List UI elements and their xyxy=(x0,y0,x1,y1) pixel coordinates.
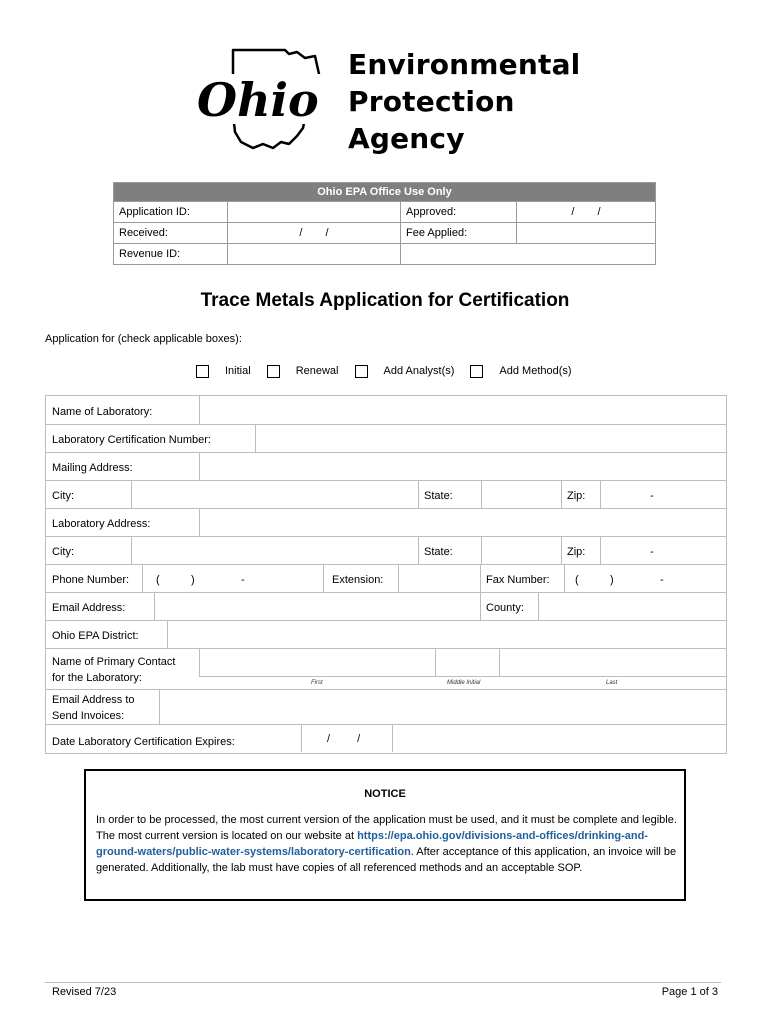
checkbox-renewal[interactable] xyxy=(267,365,280,378)
fax-field[interactable] xyxy=(564,564,727,592)
form-row-lab-city xyxy=(46,536,726,565)
notice-body xyxy=(96,812,681,876)
form-row-lab-name xyxy=(46,396,726,425)
district-label: Ohio EPA District: xyxy=(52,630,139,642)
lab-zip-field[interactable] xyxy=(600,536,727,564)
received-date-field[interactable]: / / xyxy=(228,223,401,244)
county-label: County: xyxy=(486,602,524,614)
office-use-table xyxy=(113,182,656,265)
office-use-title: Ohio EPA Office Use Only xyxy=(114,183,656,202)
form-row-email xyxy=(46,592,726,621)
lab-city-label: City: xyxy=(52,546,74,558)
lab-name-field[interactable] xyxy=(199,396,727,424)
page-number: Page 1 of 3 xyxy=(661,986,718,998)
expires-date-slashes: / / xyxy=(327,733,361,745)
contact-middle-field[interactable] xyxy=(435,648,500,677)
checkbox-add-method-label: Add Method(s) xyxy=(499,365,572,377)
lab-city-field[interactable] xyxy=(131,536,419,564)
form-row-primary-contact xyxy=(46,648,726,690)
logo-text: Ohio xyxy=(197,73,319,127)
footer-divider xyxy=(45,982,721,983)
county-field[interactable] xyxy=(538,592,727,620)
application-type-checkboxes xyxy=(196,363,588,379)
zip-dash: - xyxy=(650,490,654,502)
fax-paren-close: ) xyxy=(610,574,614,586)
fee-applied-field[interactable] xyxy=(517,223,656,244)
fee-applied-label: Fee Applied: xyxy=(401,223,517,244)
checkbox-add-method[interactable] xyxy=(470,365,483,378)
last-caption: Last xyxy=(606,680,618,686)
received-label: Received: xyxy=(114,223,228,244)
lab-info-form xyxy=(45,395,727,754)
agency-name xyxy=(348,46,580,157)
approved-date-field[interactable]: / / xyxy=(517,202,656,223)
agency-line-1: Environmental xyxy=(348,48,581,81)
notice-text-before: In order to be processed, the most current version of the application must be used, and it must be complete and legible. The most current version is located on our website at xyxy=(96,814,677,842)
form-row-mailing-address xyxy=(46,452,726,481)
cert-number-field[interactable] xyxy=(255,424,727,452)
invoice-email-label-1: Email Address to xyxy=(52,694,135,706)
lab-zip-dash: - xyxy=(650,546,654,558)
mailing-state-field[interactable] xyxy=(481,480,562,508)
middle-caption: Middle Initial xyxy=(447,680,481,686)
revision-label: Revised 7/23 xyxy=(52,986,117,998)
lab-zip-label: Zip: xyxy=(567,546,586,558)
agency-line-3: Agency xyxy=(348,122,465,155)
revenue-id-field[interactable] xyxy=(228,244,401,265)
form-row-invoice-email xyxy=(46,689,726,725)
invoice-email-label-2: Send Invoices: xyxy=(52,710,125,722)
phone-paren-close: ) xyxy=(191,574,195,586)
checkbox-add-analyst[interactable] xyxy=(355,365,368,378)
lab-address-label: Laboratory Address: xyxy=(52,518,151,530)
form-row-cert-number xyxy=(46,424,726,453)
extension-label: Extension: xyxy=(332,574,384,586)
approved-label: Approved: xyxy=(401,202,517,223)
email-label: Email Address: xyxy=(52,602,126,614)
lab-state-field[interactable] xyxy=(481,536,562,564)
notice-box xyxy=(84,769,686,901)
city-label: City: xyxy=(52,490,74,502)
checkbox-initial[interactable] xyxy=(196,365,209,378)
invoice-email-field[interactable] xyxy=(159,689,727,724)
district-field[interactable] xyxy=(167,620,727,648)
mailing-address-field[interactable] xyxy=(199,452,727,480)
fax-paren-open: ( xyxy=(575,574,579,586)
lab-state-label: State: xyxy=(424,546,453,558)
phone-dash: - xyxy=(241,574,245,586)
expires-label: Date Laboratory Certification Expires: xyxy=(52,736,235,748)
revenue-id-label: Revenue ID: xyxy=(114,244,228,265)
checkbox-initial-label: Initial xyxy=(225,365,251,377)
lab-name-label: Name of Laboratory: xyxy=(52,406,153,418)
contact-first-field[interactable] xyxy=(199,648,436,677)
form-row-lab-address xyxy=(46,508,726,537)
check-intro: Application for (check applicable boxes): xyxy=(45,333,242,345)
first-caption: First xyxy=(311,680,323,686)
zip-label: Zip: xyxy=(567,490,586,502)
extension-field[interactable] xyxy=(398,564,481,592)
form-row-mailing-city xyxy=(46,480,726,509)
lab-address-field[interactable] xyxy=(199,508,727,536)
fax-dash: - xyxy=(660,574,664,586)
mailing-zip-field[interactable] xyxy=(600,480,727,508)
form-row-expires xyxy=(46,724,726,752)
application-id-field[interactable] xyxy=(228,202,401,223)
primary-contact-label-2: for the Laboratory: xyxy=(52,672,142,684)
contact-last-field[interactable] xyxy=(499,648,727,677)
primary-contact-label-1: Name of Primary Contact xyxy=(52,656,176,668)
notice-title: NOTICE xyxy=(364,788,406,800)
mailing-city-field[interactable] xyxy=(131,480,419,508)
checkbox-add-analyst-label: Add Analyst(s) xyxy=(383,365,455,377)
page-title: Trace Metals Application for Certification xyxy=(200,290,570,311)
mailing-address-label: Mailing Address: xyxy=(52,462,133,474)
state-label: State: xyxy=(424,490,453,502)
agency-line-2: Protection xyxy=(348,85,515,118)
form-row-district xyxy=(46,620,726,649)
form-row-phone xyxy=(46,564,726,593)
notice-text-after: . After acceptance of this application, an invoice will be generated. Additionally, the lab must have copies of all referenced methods and an acceptable SOP. xyxy=(96,846,677,874)
fax-label: Fax Number: xyxy=(486,574,550,586)
phone-paren-open: ( xyxy=(156,574,160,586)
ohio-logo-icon xyxy=(193,44,328,154)
lab-certification-link[interactable]: https://epa.ohio.gov/divisions-and-offices/drinking-and-ground-waters/public-water-systems/laboratory-certification xyxy=(96,830,648,858)
checkbox-renewal-label: Renewal xyxy=(295,365,339,377)
application-id-label: Application ID: xyxy=(114,202,228,223)
revenue-id-field-extra[interactable] xyxy=(401,244,656,265)
email-field[interactable] xyxy=(154,592,481,620)
phone-field[interactable] xyxy=(142,564,324,592)
expires-date-field[interactable] xyxy=(301,724,393,752)
cert-number-label: Laboratory Certification Number: xyxy=(52,434,211,446)
phone-label: Phone Number: xyxy=(52,574,130,586)
